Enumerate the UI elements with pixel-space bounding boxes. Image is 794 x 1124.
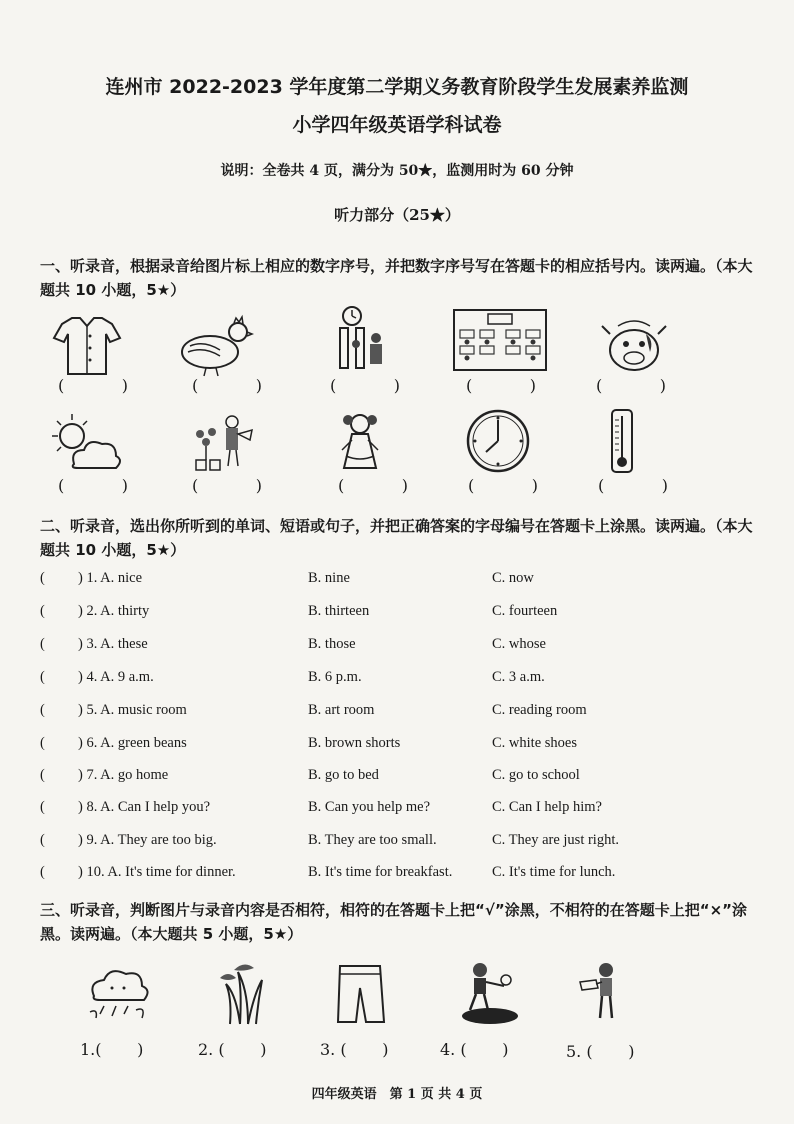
- option-a: ) 1. A. nice: [78, 570, 143, 586]
- exam-title: 连州市 2022-2023 学年度第二学期义务教育阶段学生发展素养监测: [105, 76, 689, 98]
- answer-paren[interactable]: ( ): [58, 476, 128, 495]
- plant-icon: [210, 958, 288, 1024]
- option-a: ) 8. A. Can I help you?: [78, 799, 211, 815]
- judge-item[interactable]: 5. ( ): [566, 1042, 635, 1061]
- answer-bracket[interactable]: (: [40, 832, 45, 848]
- windy-rainy-icon: [80, 960, 158, 1026]
- answer-paren[interactable]: ( ): [468, 476, 538, 495]
- girl-reading-icon: [570, 960, 648, 1026]
- clock-icon: [462, 408, 540, 474]
- answer-paren[interactable]: ( ): [192, 376, 262, 395]
- option-a: ) 4. A. 9 a.m.: [78, 669, 154, 685]
- page-footer: 四年级英语 第 1 页 共 4 页: [311, 1087, 483, 1102]
- answer-bracket[interactable]: (: [40, 864, 45, 880]
- option-a: ) 5. A. music room: [78, 702, 187, 718]
- option-b: B. those: [308, 636, 356, 652]
- judge-item[interactable]: 1.( ): [80, 1040, 144, 1059]
- clock-tower-icon: [326, 304, 404, 370]
- option-c: C. 3 a.m.: [492, 669, 545, 685]
- option-c: C. go to school: [492, 767, 580, 783]
- answer-bracket[interactable]: (: [40, 669, 45, 685]
- judge-item[interactable]: 2. ( ): [198, 1040, 267, 1059]
- answer-paren[interactable]: ( ): [598, 476, 668, 495]
- question-row: [40, 864, 760, 890]
- classroom-icon: [452, 308, 548, 372]
- part2-instructions: 二、听录音，选出你所听到的单词、短语或句子，并把正确答案的字母编号在答题卡上涂黑。读两遍。（本大题共 10 小题，5★）: [40, 517, 753, 559]
- exam-subtitle: 小学四年级英语学科试卷: [292, 114, 502, 136]
- option-c: C. reading room: [492, 702, 587, 718]
- option-b: B. Can you help me?: [308, 799, 431, 815]
- cow-icon: [596, 312, 674, 378]
- answer-bracket[interactable]: (: [40, 799, 45, 815]
- option-c: C. whose: [492, 636, 546, 652]
- option-a: ) 3. A. these: [78, 636, 148, 652]
- answer-bracket[interactable]: (: [40, 570, 45, 586]
- option-b: B. It's time for breakfast.: [308, 864, 453, 880]
- option-a: ) 10. A. It's time for dinner.: [78, 864, 236, 880]
- option-c: C. fourteen: [492, 603, 558, 619]
- part1-instructions: 一、听录音，根据录音给图片标上相应的数字序号，并把数字序号写在答题卡的相应括号内。读两遍。（本大题共 10 小题，5★）: [40, 257, 753, 299]
- option-b: B. go to bed: [308, 767, 379, 783]
- exam-note: 说明：全卷共 4 页，满分为 50★，监测用时为 60 分钟: [220, 163, 574, 179]
- option-b: B. art room: [308, 702, 375, 718]
- question-row: [40, 570, 760, 596]
- question-row: [40, 735, 760, 761]
- answer-bracket[interactable]: (: [40, 735, 45, 751]
- option-a: ) 6. A. green beans: [78, 735, 187, 751]
- answer-bracket[interactable]: (: [40, 702, 45, 718]
- option-a: ) 9. A. They are too big.: [78, 832, 217, 848]
- option-b: B. thirteen: [308, 603, 370, 619]
- option-c: C. They are just right.: [492, 832, 619, 848]
- answer-paren[interactable]: ( ): [596, 376, 666, 395]
- girl-doll-icon: [330, 410, 408, 476]
- judge-item[interactable]: 3. ( ): [320, 1040, 389, 1059]
- hen-icon: [176, 312, 254, 378]
- option-c: C. white shoes: [492, 735, 577, 751]
- judge-item[interactable]: 4. ( ): [440, 1040, 509, 1059]
- option-c: C. now: [492, 570, 534, 586]
- option-c: C. It's time for lunch.: [492, 864, 616, 880]
- thermometer-icon: [598, 406, 676, 472]
- sunny-cloudy-icon: [48, 410, 126, 476]
- answer-paren[interactable]: ( ): [58, 376, 128, 395]
- question-row: [40, 799, 760, 825]
- option-b: B. brown shorts: [308, 735, 401, 751]
- listening-section-heading: 听力部分（25★）: [334, 206, 460, 224]
- shorts-icon: [332, 962, 410, 1028]
- question-row: [40, 702, 760, 728]
- answer-paren[interactable]: ( ): [192, 476, 262, 495]
- shirt-icon: [48, 312, 126, 378]
- question-row: [40, 669, 760, 695]
- option-a: ) 7. A. go home: [78, 767, 169, 783]
- answer-bracket[interactable]: (: [40, 603, 45, 619]
- part3-instructions: 三、听录音，判断图片与录音内容是否相符，相符的在答题卡上把“√”涂黑，不相符的在答题卡上把“×”涂黑。读两遍。（本大题共 5 小题，5★）: [40, 901, 748, 943]
- answer-bracket[interactable]: (: [40, 767, 45, 783]
- boy-planting-icon: [456, 960, 534, 1026]
- question-row: [40, 603, 760, 629]
- answer-bracket[interactable]: (: [40, 636, 45, 652]
- question-row: [40, 636, 760, 662]
- option-c: C. Can I help him?: [492, 799, 602, 815]
- answer-paren[interactable]: ( ): [330, 376, 400, 395]
- question-row: [40, 832, 760, 858]
- option-b: B. They are too small.: [308, 832, 437, 848]
- question-row: [40, 767, 760, 793]
- watering-flowers-icon: [186, 410, 264, 476]
- option-b: B. nine: [308, 570, 350, 586]
- answer-paren[interactable]: ( ): [338, 476, 408, 495]
- option-b: B. 6 p.m.: [308, 669, 362, 685]
- option-a: ) 2. A. thirty: [78, 603, 150, 619]
- answer-paren[interactable]: ( ): [466, 376, 536, 395]
